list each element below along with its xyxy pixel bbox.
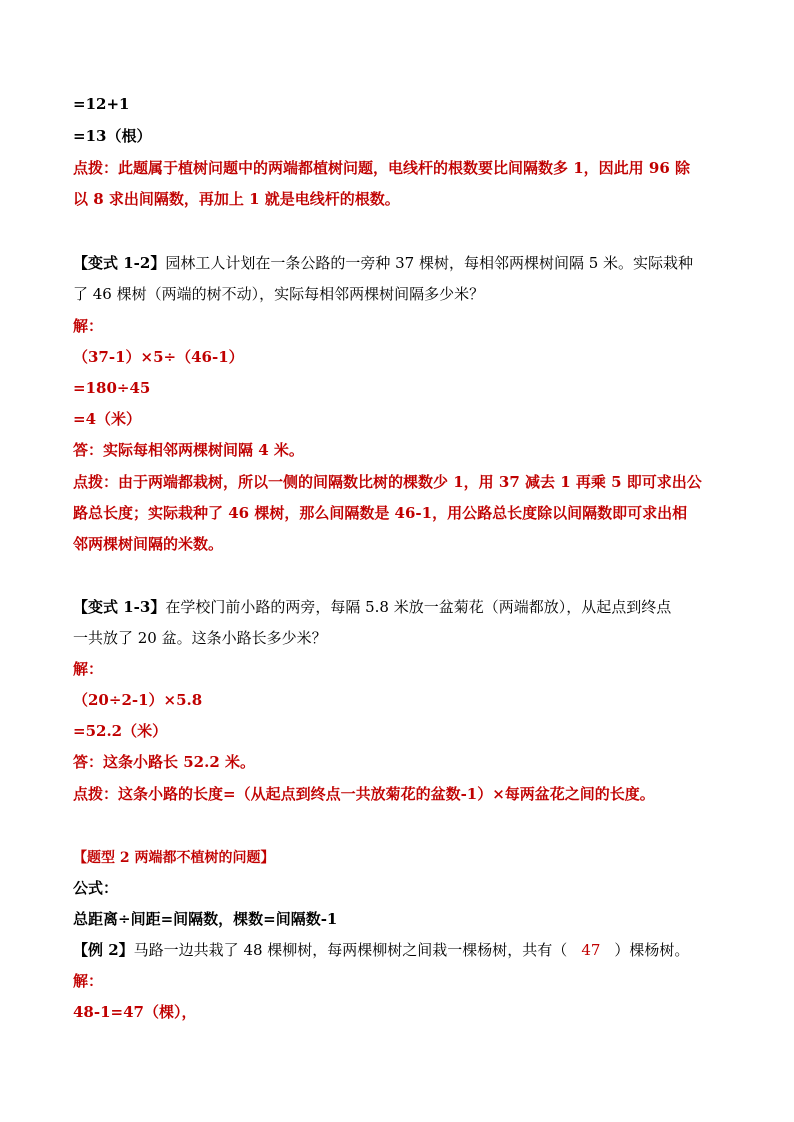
variant-1-2-step-2: =180÷45 bbox=[73, 379, 151, 397]
variant-1-3-question-text-1: 在学校门前小路的两旁，每隔 5.8 米放一盆菊花（两端都放），从起点到终点 bbox=[165, 598, 672, 616]
variant-1-2-question-line-2: 了 46 棵树（两端的树不动），实际每相邻两棵树间隔多少米？ bbox=[73, 285, 485, 303]
line-calc-2: =13（根） bbox=[73, 127, 152, 145]
hint-line-2: 以 8 求出间隔数，再加上 1 就是电线杆的根数。 bbox=[73, 190, 400, 208]
variant-1-2-answer: 答：实际每相邻两棵树间隔 4 米。 bbox=[73, 441, 304, 459]
example-2-tag: 【例 2】 bbox=[73, 941, 134, 959]
example-2-step-1: 48-1=47（棵）， bbox=[73, 1003, 197, 1021]
variant-1-2-tag: 【变式 1-2】 bbox=[73, 254, 166, 272]
variant-1-2-hint-1: 点拨：由于两端都栽树，所以一侧的间隔数比树的棵数少 1，用 37 减去 1 再乘 5 即可求出公 bbox=[73, 473, 702, 491]
variant-1-2-step-3: =4（米） bbox=[73, 410, 142, 428]
variant-1-2-question-line-1 bbox=[73, 253, 693, 273]
variant-1-3-answer: 答：这条小路长 52.2 米。 bbox=[73, 753, 255, 771]
example-2-solution-label: 解： bbox=[73, 972, 104, 990]
hint-line-1: 点拨：此题属于植树问题中的两端都植树问题，电线杆的根数要比间隔数多 1，因此用 96 除 bbox=[73, 159, 690, 177]
variant-1-2-step-1: （37-1）×5÷（46-1） bbox=[73, 348, 244, 366]
variant-1-3-hint: 点拨：这条小路的长度=（从起点到终点一共放菊花的盆数-1）×每两盆花之间的长度。 bbox=[73, 785, 655, 803]
formula-label: 公式： bbox=[73, 879, 119, 897]
variant-1-2-hint-3: 邻两棵树间隔的米数。 bbox=[73, 535, 224, 553]
variant-1-2-question-text-1: 园林工人计划在一条公路的一旁种 37 棵树，每相邻两棵树间隔 5 米。实际栽种 bbox=[165, 254, 694, 272]
example-2-question-after: ）棵杨树。 bbox=[614, 941, 690, 959]
variant-1-3-step-2: =52.2（米） bbox=[73, 722, 168, 740]
formula: 总距离÷间距=间隔数，棵数=间隔数-1 bbox=[73, 910, 338, 928]
variant-1-3-tag: 【变式 1-3】 bbox=[73, 598, 166, 616]
variant-1-2-hint-2: 路总长度；实际栽种了 46 棵树，那么间隔数是 46-1，用公路总长度除以间隔数即可求出相 bbox=[73, 504, 688, 522]
type-2-heading: 【题型 2 两端都不植树的问题】 bbox=[73, 850, 275, 866]
example-2-answer-blank: 47 bbox=[581, 941, 601, 959]
line-calc-1: =12+1 bbox=[73, 95, 130, 113]
variant-1-3-solution-label: 解： bbox=[73, 660, 104, 678]
variant-1-2-solution-label: 解： bbox=[73, 317, 104, 335]
example-2-question-before: 马路一边共栽了 48 棵柳树，每两棵柳树之间栽一棵杨树，共有（ bbox=[133, 941, 568, 959]
variant-1-3-step-1: （20÷2-1）×5.8 bbox=[73, 691, 203, 709]
example-2-question bbox=[73, 940, 689, 960]
variant-1-3-question-line-2: 一共放了 20 盆。这条小路长多少米？ bbox=[73, 629, 327, 647]
variant-1-3-question-line-1 bbox=[73, 597, 671, 617]
